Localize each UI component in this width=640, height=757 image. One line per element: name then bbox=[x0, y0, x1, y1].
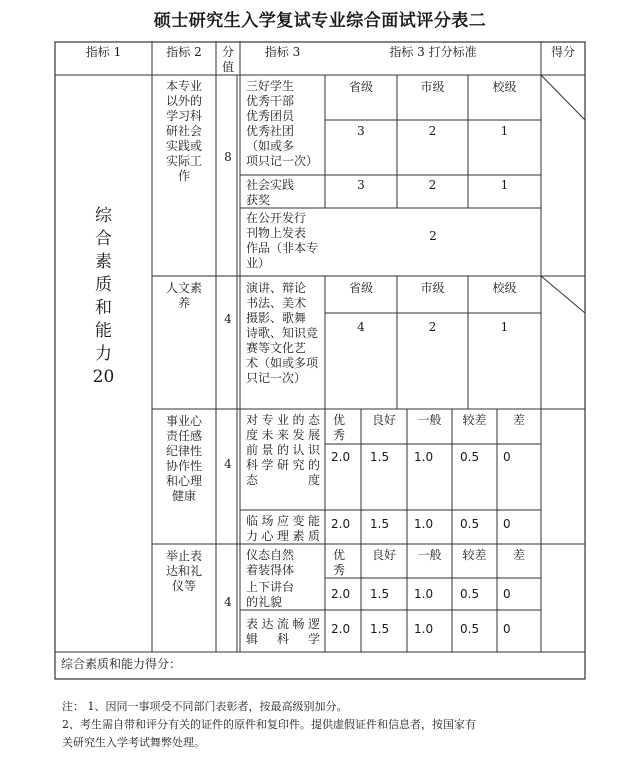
sec1-row3-score: 2 bbox=[429, 229, 437, 243]
sec4-grade-excellent: 优 秀 bbox=[333, 548, 346, 577]
sec4-row1-indicator: 仪态自然 着装得体 bbox=[246, 548, 295, 577]
header-indicator-2: 指标 2 bbox=[166, 45, 202, 59]
sec4-row3-value-poor: 0.5 bbox=[460, 622, 480, 636]
sec1-score: 8 bbox=[224, 150, 232, 164]
sec3-row2-value-poor: 0.5 bbox=[460, 517, 480, 531]
note-line-2: 2、考生需自带和评分有关的证件的原件和复印件。提供虚假证件和信息者，按国家有 bbox=[62, 718, 476, 731]
sec1-row2-score-city: 2 bbox=[428, 178, 437, 192]
sec3-row1-value-poor: 0.5 bbox=[460, 450, 480, 464]
page-title: 硕士研究生入学复试专业综合面试评分表二 bbox=[153, 11, 487, 31]
sec3-row2-value-bad: 0 bbox=[503, 517, 511, 531]
sec2-score-province: 4 bbox=[357, 320, 365, 334]
total-score-label: 综合素质和能力得分： bbox=[61, 657, 182, 671]
sec3-row1-value-good: 1.5 bbox=[370, 450, 390, 464]
sec3-row1-indicator: 对专业的态 度未来发展 前景的认识 科学研究的 态度 bbox=[246, 413, 320, 487]
sec4-grade-poor: 较差 bbox=[462, 548, 487, 562]
sec4-row3-indicator: 表达流畅逻 辑科学 bbox=[246, 617, 320, 646]
sec4-row2-value-good: 1.5 bbox=[370, 587, 390, 601]
sec3-grade-good: 良好 bbox=[371, 413, 396, 427]
sec2-level-province: 省级 bbox=[348, 281, 373, 295]
sec3-row2-value-good: 1.5 bbox=[370, 517, 390, 531]
sec4-grade-bad: 差 bbox=[512, 548, 525, 562]
sec2-score: 4 bbox=[224, 312, 232, 326]
sec3-row2-value-excellent: 2.0 bbox=[331, 517, 351, 531]
sec2-indicator: 演讲、辩论 书法、美术 摄影、歌舞 诗歌、知识竞 赛等文化艺 术（如或多项 只记一次） bbox=[246, 281, 319, 385]
sec4-row3-value-fair: 1.0 bbox=[414, 622, 434, 636]
sec1-row3-indicator: 在公开发行 刊物上发表 作品（非本专 业） bbox=[246, 211, 319, 270]
sec4-row2-value-fair: 1.0 bbox=[414, 587, 434, 601]
sec2-score-city: 2 bbox=[428, 320, 437, 334]
sec3-grade-bad: 差 bbox=[512, 413, 525, 427]
sec4-name: 举止表 达和礼 仪等 bbox=[165, 549, 202, 593]
sec1-row1-score-city: 2 bbox=[428, 124, 437, 138]
sec3-grade-poor: 较差 bbox=[462, 413, 487, 427]
note-line-1: 注： 1、因同一事项受不同部门表彰者，按最高级别加分。 bbox=[62, 700, 348, 713]
header-indicator-1: 指标 1 bbox=[85, 45, 122, 59]
sec1-row1-indicator: 三好学生 优秀干部 优秀团员 优秀社团 （如或多 项只记一次） bbox=[246, 79, 319, 168]
sec3-score: 4 bbox=[224, 457, 232, 471]
sec3-row1-value-bad: 0 bbox=[503, 450, 511, 464]
sec3-row2-value-fair: 1.0 bbox=[414, 517, 434, 531]
note-line-3: 关研究生入学考试舞弊处理。 bbox=[62, 736, 205, 749]
sec1-row2-score-school: 1 bbox=[500, 178, 509, 192]
sec2-name: 人文素 养 bbox=[165, 281, 202, 310]
sec1-level-school: 校级 bbox=[492, 80, 517, 94]
header-score-top: 分 bbox=[221, 45, 234, 59]
sec1-row1-score-school: 1 bbox=[500, 124, 509, 138]
sec2-level-school: 校级 bbox=[492, 281, 517, 295]
sec1-row2-score-province: 3 bbox=[357, 178, 365, 192]
sec4-row2-value-excellent: 2.0 bbox=[331, 587, 351, 601]
sec3-name: 事业心 责任感 纪律性 协作性 和心理 健康 bbox=[165, 414, 202, 503]
sec3-grade-excellent: 优 秀 bbox=[333, 413, 346, 442]
sec1-level-province: 省级 bbox=[348, 80, 373, 94]
sec3-row1-value-excellent: 2.0 bbox=[331, 450, 351, 464]
header-score-bottom: 值 bbox=[221, 60, 234, 74]
notes bbox=[62, 698, 582, 752]
sec4-grade-good: 良好 bbox=[371, 548, 396, 562]
header-scoring-criteria: 指标 3 打分标准 bbox=[389, 45, 477, 59]
sec4-grade-fair: 一般 bbox=[417, 548, 442, 562]
category-points: 20 bbox=[92, 367, 115, 387]
sec4-row2-indicator: 上下讲台 的礼貌 bbox=[246, 580, 295, 609]
sec1-name: 本专业 以外的 学习科 研社会 实践或 实际工 作 bbox=[165, 79, 202, 183]
sec4-row3-value-bad: 0 bbox=[503, 622, 511, 636]
category-label: 综 合 素 质 和 能 力 20 bbox=[55, 205, 152, 389]
sec4-row2-value-poor: 0.5 bbox=[460, 587, 480, 601]
sec1-level-city: 市级 bbox=[420, 80, 445, 94]
sec4-row3-value-good: 1.5 bbox=[370, 622, 390, 636]
sec3-row2-indicator: 临场应变能 力心理素质 bbox=[246, 514, 320, 543]
sec2-score-school: 1 bbox=[500, 320, 509, 334]
sec1-row2-indicator: 社会实践 获奖 bbox=[246, 178, 295, 207]
sec4-row2-value-bad: 0 bbox=[503, 587, 511, 601]
sec2-level-city: 市级 bbox=[420, 281, 445, 295]
sec1-row1-score-province: 3 bbox=[357, 124, 365, 138]
sec3-grade-fair: 一般 bbox=[417, 413, 442, 427]
sec3-row1-value-fair: 1.0 bbox=[414, 450, 434, 464]
header-indicator-3: 指标 3 bbox=[264, 45, 301, 59]
header-score-obtained: 得分 bbox=[550, 45, 575, 59]
sec4-row3-value-excellent: 2.0 bbox=[331, 622, 351, 636]
sec4-score: 4 bbox=[224, 595, 232, 609]
